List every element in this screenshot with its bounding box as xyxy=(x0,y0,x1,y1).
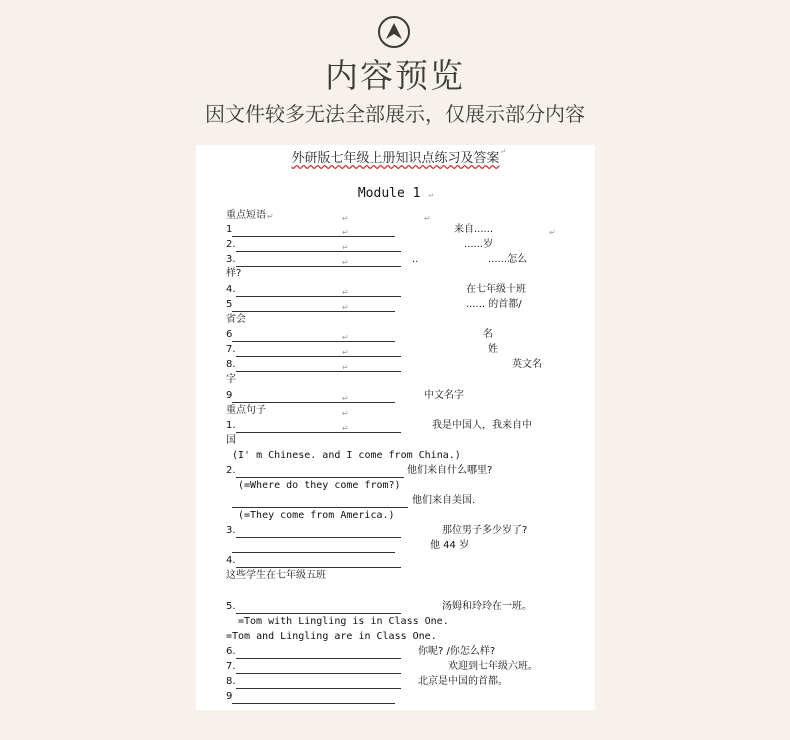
answer-blank[interactable] xyxy=(236,673,401,674)
phrase-hint: 中文名字 xyxy=(424,390,464,401)
cell-mark: ↵ xyxy=(549,228,556,237)
answer-blank[interactable] xyxy=(232,703,395,704)
sentence-hint: 汤姆和玲玲在一班。 xyxy=(442,601,532,612)
phrase-number: 8. xyxy=(226,359,236,370)
phrase-hint: 来自...... xyxy=(454,224,494,235)
answer-blank[interactable] xyxy=(232,341,395,342)
cell-mark: ↵ xyxy=(342,228,349,237)
sentence-english: (=They come from America.) xyxy=(238,510,395,521)
phrase-number: 3. xyxy=(226,254,236,265)
answer-blank[interactable] xyxy=(232,311,395,312)
phrase-number: 7. xyxy=(226,344,236,355)
cell-mark: ↵ xyxy=(342,333,349,342)
sentences-heading: 重点句子 xyxy=(226,405,266,416)
phrase-number: 9 xyxy=(226,390,233,401)
sentence-hint: 这些学生在七年级五班 xyxy=(226,570,326,581)
sentence-hint: 我是中国人，我来自中 xyxy=(432,420,532,431)
answer-blank[interactable] xyxy=(236,537,401,538)
cell-mark: ↵ xyxy=(342,409,349,418)
sentence-hint: 欢迎到七年级六班。 xyxy=(448,661,538,672)
chevron-up-circle-icon[interactable] xyxy=(377,15,411,49)
sentence-hint: 你呢? /你怎么样? xyxy=(418,646,496,657)
phrase-number: 字 xyxy=(226,374,236,385)
sentence-english: =Tom with Lingling is in Class One. xyxy=(238,616,449,627)
cell-mark: ↵ xyxy=(342,258,349,267)
answer-blank[interactable] xyxy=(236,567,401,568)
sentence-hint: 那位男子多少岁了? xyxy=(442,525,528,536)
sentence-number: 4. xyxy=(226,555,236,566)
sentence-english: =Tom and Lingling are in Class One. xyxy=(226,631,437,642)
phrase-number: 6 xyxy=(226,329,233,340)
sentence-number: 2. xyxy=(226,465,236,476)
answer-blank[interactable] xyxy=(236,688,401,689)
cell-mark: ↵ xyxy=(342,424,349,433)
sentence-hint-cont: 国 xyxy=(226,435,236,446)
cell-mark: ↵ xyxy=(342,303,349,312)
sentence-number: 3. xyxy=(226,525,236,536)
sentence-number: 9 xyxy=(226,691,233,702)
sentence-number: 6. xyxy=(226,646,236,657)
sentence-english: (=Where do they come from?) xyxy=(238,480,401,491)
phrase-hint: 在七年级十班 xyxy=(466,284,526,295)
phrase-number: 5 xyxy=(226,299,233,310)
preview-header xyxy=(0,0,790,140)
sentence-number: 5. xyxy=(226,601,236,612)
sentence-number: 7. xyxy=(226,661,236,672)
cell-mark: ↵ xyxy=(342,243,349,252)
paragraph-mark: ↵ xyxy=(267,212,274,221)
sentence-number: 1. xyxy=(226,420,236,431)
phrase-number: 样? xyxy=(226,268,242,279)
preview-title: 内容预览 xyxy=(325,56,465,95)
cell-mark: ↵ xyxy=(342,348,349,357)
cell-mark: ↵ xyxy=(342,214,349,223)
answer-blank[interactable] xyxy=(236,356,401,357)
module-heading: Module 1 ↵ xyxy=(357,186,434,201)
sentence-english: (I' m Chinese. and I come from China.) xyxy=(232,450,461,461)
dots: .. xyxy=(412,254,419,265)
phrase-number: 1 xyxy=(226,224,233,235)
phrase-number: 省会 xyxy=(226,314,246,325)
answer-blank[interactable] xyxy=(236,296,401,297)
document-page xyxy=(196,145,595,710)
sentence-hint: 他们来自什么哪里? xyxy=(407,465,493,476)
answer-blank[interactable] xyxy=(232,507,408,508)
answer-blank[interactable] xyxy=(232,402,395,403)
phrases-heading: 重点短语 xyxy=(226,210,266,221)
phrase-hint: ......岁 xyxy=(464,239,494,250)
phrase-hint: 名 xyxy=(483,329,493,340)
phrase-number: 4. xyxy=(226,284,236,295)
cell-mark: ↵ xyxy=(342,363,349,372)
answer-blank[interactable] xyxy=(232,236,395,237)
answer-blank[interactable] xyxy=(236,477,404,478)
answer-blank[interactable] xyxy=(236,613,401,614)
answer-blank[interactable] xyxy=(236,371,401,372)
answer-blank[interactable] xyxy=(236,266,401,267)
cell-mark: ↵ xyxy=(342,394,349,403)
sentence-hint: 他们来自美国. xyxy=(412,495,476,506)
answer-blank[interactable] xyxy=(236,432,401,433)
answer-blank[interactable] xyxy=(236,658,401,659)
phrase-hint: 姓 xyxy=(488,344,498,355)
phrase-number: 2. xyxy=(226,239,236,250)
phrase-hint: ......怎么 xyxy=(488,254,528,265)
sentence-hint: 北京是中国的首都。 xyxy=(418,676,508,687)
cell-mark: ↵ xyxy=(342,288,349,297)
preview-subtitle: 因文件较多无法全部展示，仅展示部分内容 xyxy=(205,102,585,126)
sentence-hint: 他 44 岁 xyxy=(430,540,470,551)
answer-blank[interactable] xyxy=(232,552,395,553)
phrase-hint: 英文名 xyxy=(512,359,542,370)
cell-mark: ↵ xyxy=(424,214,431,223)
phrase-hint: ...... 的首都/ xyxy=(466,299,522,310)
answer-blank[interactable] xyxy=(236,251,401,252)
sentence-number: 8. xyxy=(226,676,236,687)
document-title: 外研版七年级上册知识点练习及答案 ↵ xyxy=(291,147,507,166)
